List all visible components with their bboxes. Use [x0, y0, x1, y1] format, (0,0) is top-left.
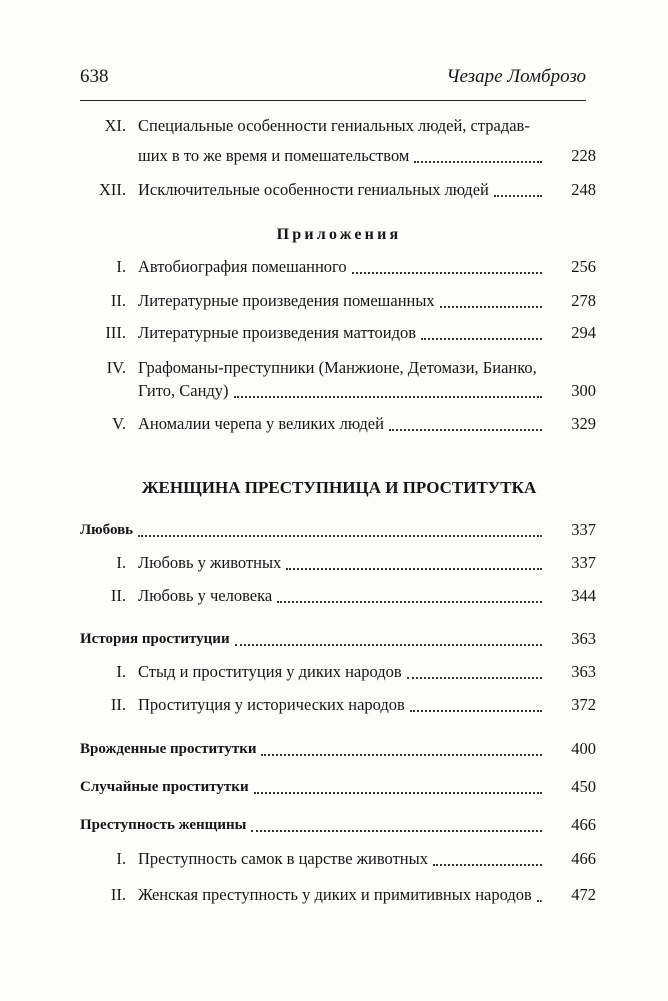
dot-leader [138, 534, 542, 537]
header-rule [80, 100, 586, 101]
entry-title: Исключительные особенности гениальных людей [138, 180, 489, 199]
entry-title: Врожденные проститутки [80, 741, 257, 757]
entry-page: 472 [571, 885, 596, 904]
entry-title: Преступность самок в царстве животных [138, 849, 428, 868]
entry-title: Специальные особенности гениальных людей, страдав- [138, 116, 530, 135]
entry-title: Женская преступность у диких и примитивных народов [138, 885, 532, 904]
book-heading: ЖЕНЩИНА ПРЕСТУПНИЦА И ПРОСТИТУТКА [141, 478, 537, 497]
entry-page: 372 [571, 695, 596, 714]
running-head: Чезаре Ломброзо [446, 66, 586, 87]
toc-entry [80, 846, 548, 872]
toc-section-entry [80, 626, 548, 652]
entry-number: II. [110, 291, 126, 310]
entry-number: XII. [98, 180, 126, 199]
toc-entry [80, 882, 548, 908]
entry-number: I. [116, 257, 126, 276]
entry-page: 363 [571, 662, 596, 681]
page-number: 638 [80, 66, 109, 87]
toc-entry-continuation [138, 143, 548, 169]
entry-number: IV. [106, 358, 126, 377]
entry-number: XI. [104, 116, 126, 135]
entry-title: Аномалии черепа у великих людей [138, 414, 384, 433]
toc-entry [80, 659, 548, 685]
entry-number: V. [112, 414, 126, 433]
entry-page: 337 [571, 520, 596, 539]
toc-entry-continuation [138, 378, 548, 404]
entry-title: Автобиография помешанного [138, 257, 347, 276]
entry-page: 256 [571, 257, 596, 276]
entry-page: 294 [571, 323, 596, 342]
entry-title: Любовь у человека [138, 586, 273, 605]
toc-entry [80, 288, 548, 314]
entry-number: II. [110, 885, 126, 904]
toc-entry [80, 254, 548, 280]
entry-page: 363 [571, 629, 596, 648]
toc-section-entry [80, 812, 548, 838]
toc-entry [80, 113, 548, 139]
toc-entry [80, 177, 548, 203]
entry-title: Преступность женщины [80, 817, 247, 833]
entry-number: I. [116, 662, 126, 681]
entry-page: 466 [571, 849, 596, 868]
toc-section-entry [80, 736, 548, 762]
toc-entry [80, 583, 548, 609]
toc-entry [80, 411, 548, 437]
entry-page: 344 [571, 586, 596, 605]
entry-number: III. [105, 323, 126, 342]
entry-number: II. [110, 695, 126, 714]
dot-leader [251, 829, 542, 832]
entry-title: Литературные произведения маттоидов [138, 323, 417, 342]
entry-page: 466 [571, 815, 596, 834]
entry-title: Графоманы-преступники (Манжионе, Детомази, Бианко, [138, 358, 537, 377]
entry-title: Случайные проститутки [80, 779, 249, 795]
entry-page: 278 [571, 291, 596, 310]
entry-title: Стыд и проституция у диких народов [138, 662, 402, 681]
entry-page: 248 [571, 180, 596, 199]
entry-page: 450 [571, 777, 596, 796]
dot-leader [234, 395, 542, 398]
entry-title-continued: Гито, Санду) [138, 381, 229, 400]
toc-entry [80, 320, 548, 346]
dot-leader [235, 643, 542, 646]
entry-page: 329 [571, 414, 596, 433]
entry-title: Проституция у исторических народов [138, 695, 405, 714]
entry-title: Литературные произведения помешанных [138, 291, 435, 310]
entry-page: 337 [571, 553, 596, 572]
entry-title: История проституции [80, 631, 230, 647]
entry-page: 400 [571, 739, 596, 758]
appendix-heading: Приложения [276, 226, 402, 243]
toc-entry [80, 692, 548, 718]
toc-entry [80, 550, 548, 576]
entry-title-continued: ших в то же время и помешательством [138, 146, 410, 165]
entry-page: 300 [571, 381, 596, 400]
toc-section-entry [80, 517, 548, 543]
toc-section-entry [80, 774, 548, 800]
entry-number: I. [116, 849, 126, 868]
entry-page: 228 [571, 146, 596, 165]
entry-number: I. [116, 553, 126, 572]
dot-leader [254, 791, 542, 794]
entry-title: Любовь у животных [138, 553, 282, 572]
entry-title: Любовь [80, 522, 134, 538]
entry-number: II. [110, 586, 126, 605]
